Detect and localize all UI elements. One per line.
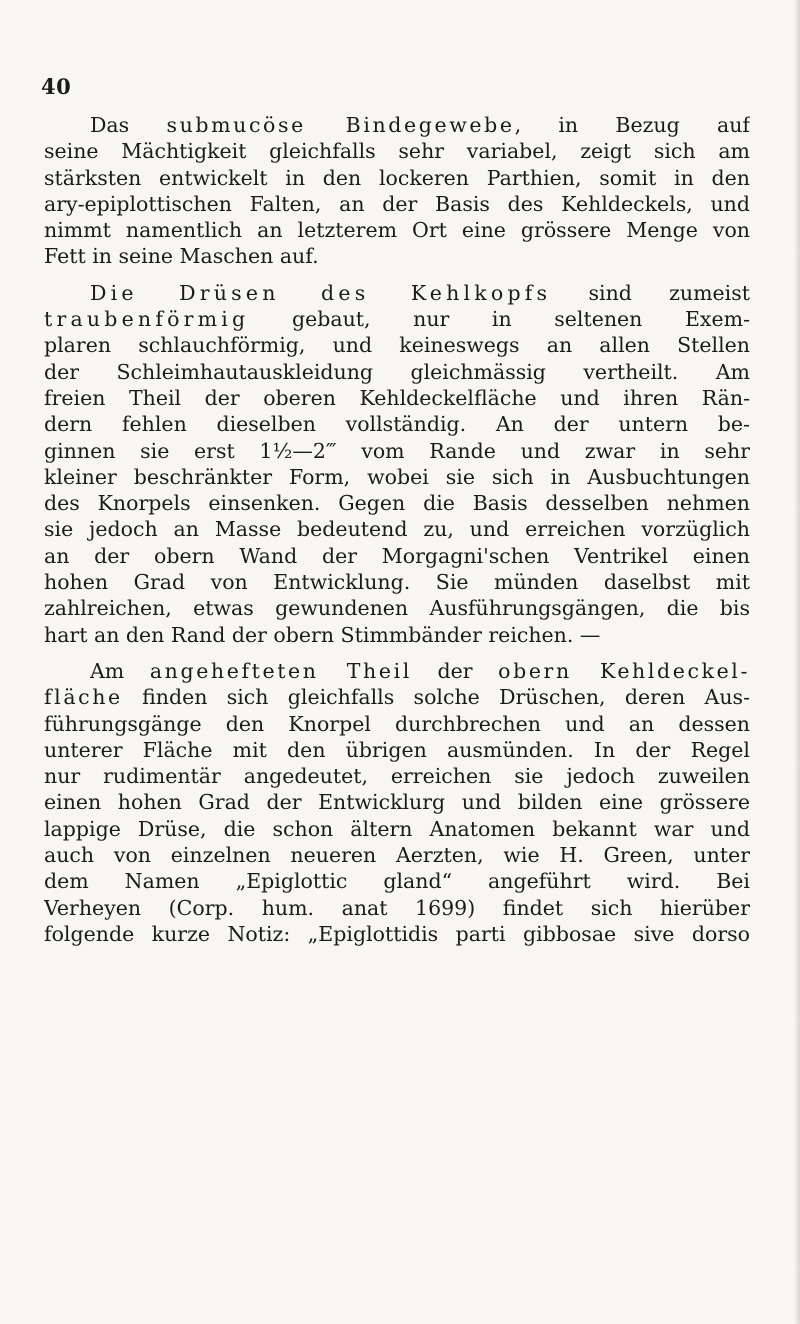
text-line: des Knorpels einsenken. Gegen die Basis desselben nehmen (44, 491, 750, 516)
text-line: nur rudimentär angedeutet, erreichen sie jedoch zuweilen (44, 764, 750, 789)
paragraph-3 (44, 658, 750, 947)
text-line: Fett in seine Maschen auf. (44, 244, 319, 269)
text-line: einen hohen Grad der Entwicklurg und bilden eine grössere (44, 790, 750, 815)
page-number: 40 (41, 74, 72, 99)
text-line: fläche finden sich gleichfalls solche Drüschen, deren Aus- (44, 685, 750, 710)
text-line: Das submucöse Bindegewebe, in Bezug auf (90, 113, 750, 137)
text-line: hohen Grad von Entwicklung. Sie münden daselbst mit (44, 570, 750, 595)
body-text (44, 112, 750, 957)
text-line: freien Theil der oberen Kehldeckelfläche und ihren Rän- (44, 385, 750, 410)
text-line: führungsgänge den Knorpel durchbrechen und an dessen (44, 711, 750, 736)
spaced-term: submucöse Bindegewebe (166, 113, 515, 137)
spaced-term: Die Drüsen des Kehlkopfs (90, 280, 552, 305)
text-line: ginnen sie erst 1½—2‴ vom Rande und zwar in sehr (44, 438, 750, 463)
text-line: hart an den Rand der obern Stimmbänder reichen. — (44, 622, 601, 647)
text-line: kleiner beschränkter Form, wobei sie sich in Ausbuchtungen (44, 464, 750, 489)
text-line: sie jedoch an Masse bedeutend zu, und erreichen vorzüglich (44, 517, 750, 542)
text-line: nimmt namentlich an letzterem Ort eine grössere Menge von (44, 218, 750, 243)
page-edge-shadow (794, 0, 800, 1324)
paragraph-2 (44, 280, 750, 648)
paragraph-1 (44, 112, 750, 270)
text-line: stärksten entwickelt in den lockeren Parthien, somit in den (44, 165, 750, 190)
text-line: auch von einzelnen neueren Aerzten, wie H. Green, unter (44, 843, 750, 868)
text-line: traubenförmig gebaut, nur in seltenen Exem- (44, 307, 750, 332)
text-line: der Schleimhautauskleidung gleichmässig vertheilt. Am (44, 359, 750, 384)
spaced-term: fläche (44, 685, 123, 710)
text-line: dern fehlen dieselben vollständig. An der untern be- (44, 412, 750, 437)
text-line: an der obern Wand der Morgagni'schen Ventrikel einen (44, 543, 750, 568)
text-line: ary-epiplottischen Falten, an der Basis des Kehldeckels, und (44, 191, 750, 216)
text-line: lappige Drüse, die schon ältern Anatomen bekannt war und (44, 816, 750, 841)
text-line: zahlreichen, etwas gewundenen Ausführungsgängen, die bis (44, 596, 750, 621)
text-line: Am angehefteten Theil der obern Kehldeckel- (90, 658, 750, 683)
text-line: unterer Fläche mit den übrigen ausmünden. In der Regel (44, 737, 750, 762)
spaced-term: angehefteten Theil (149, 658, 412, 683)
text-line: Die Drüsen des Kehlkopfs sind zumeist (90, 280, 750, 305)
text-line: folgende kurze Notiz: „Epiglottidis parti gibbosae sive dorso (44, 921, 750, 946)
spaced-term: traubenförmig (44, 307, 250, 332)
text-line: seine Mächtigkeit gleichfalls sehr variabel, zeigt sich am (44, 139, 750, 164)
text-line: Verheyen (Corp. hum. anat 1699) findet sich hierüber (44, 895, 750, 920)
text-line: plaren schlauchförmig, und keineswegs an allen Stellen (44, 333, 750, 358)
text-line: dem Namen „Epiglottic gland“ angeführt wird. Bei (44, 869, 750, 894)
spaced-term: obern Kehldeckel- (498, 658, 750, 683)
